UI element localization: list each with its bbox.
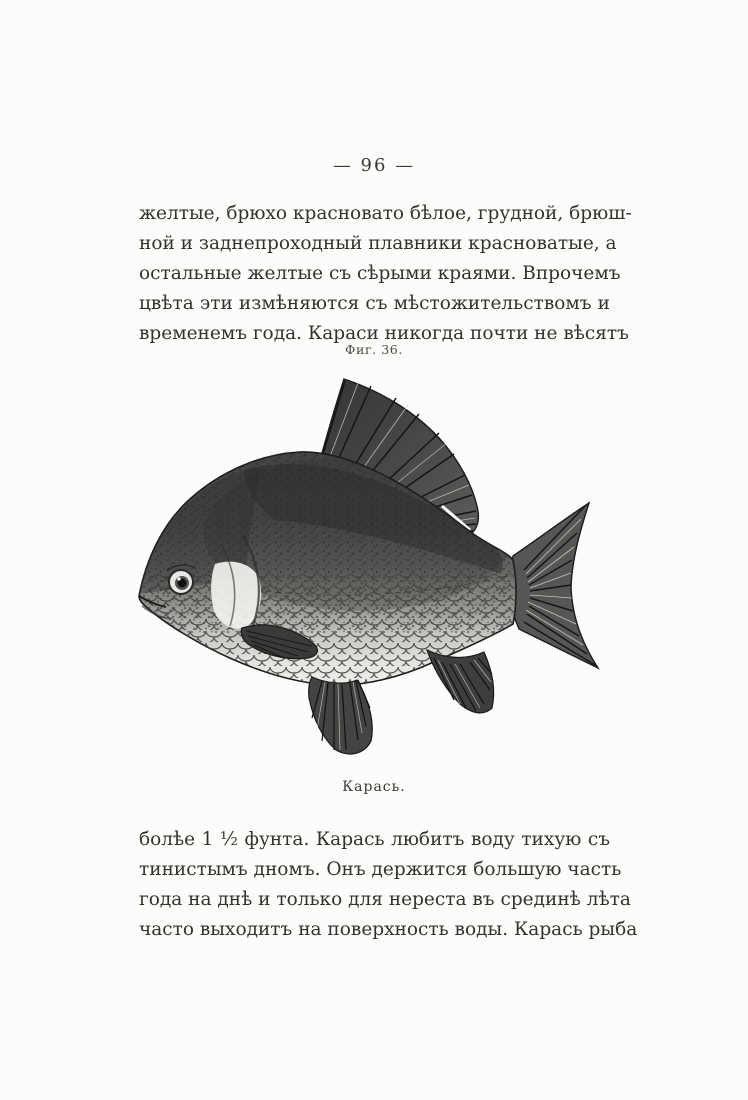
text-line: болѣе 1 ½ фунта. Карась любитъ воду тихую съ xyxy=(139,829,610,850)
fish-engraving xyxy=(94,378,654,778)
figure-caption: Карась. xyxy=(342,779,406,795)
text-line: тинистымъ дномъ. Онъ держится большую часть xyxy=(139,859,622,880)
text-line: цвѣта эти измѣняются съ мѣстожительствомъ и xyxy=(139,293,610,314)
text-line: остальные желтые съ сѣрыми краями. Впрочемъ xyxy=(139,263,621,284)
page-number: — 96 — xyxy=(332,155,416,176)
tail-fin xyxy=(509,503,598,668)
anal-fin xyxy=(427,650,494,713)
body-texture xyxy=(134,438,534,692)
text-line: года на днѣ и только для нереста въ срединѣ лѣта xyxy=(139,889,631,910)
text-line: временемъ года. Караси никогда почти не вѣсятъ xyxy=(139,323,629,344)
figure-area xyxy=(94,378,654,778)
text-line: желтые, брюхо красновато бѣлое, грудной, брюш- xyxy=(139,203,632,224)
text-line: ной и заднепроходный плавники красноватые, а xyxy=(139,233,617,254)
figure-label: Фиг. 36. xyxy=(345,342,403,357)
pelvic-fin xyxy=(309,677,373,754)
paragraph-top xyxy=(139,199,632,349)
paragraph-bottom xyxy=(139,825,638,945)
text-line: часто выходитъ на поверхность воды. Карась рыба xyxy=(139,919,638,940)
